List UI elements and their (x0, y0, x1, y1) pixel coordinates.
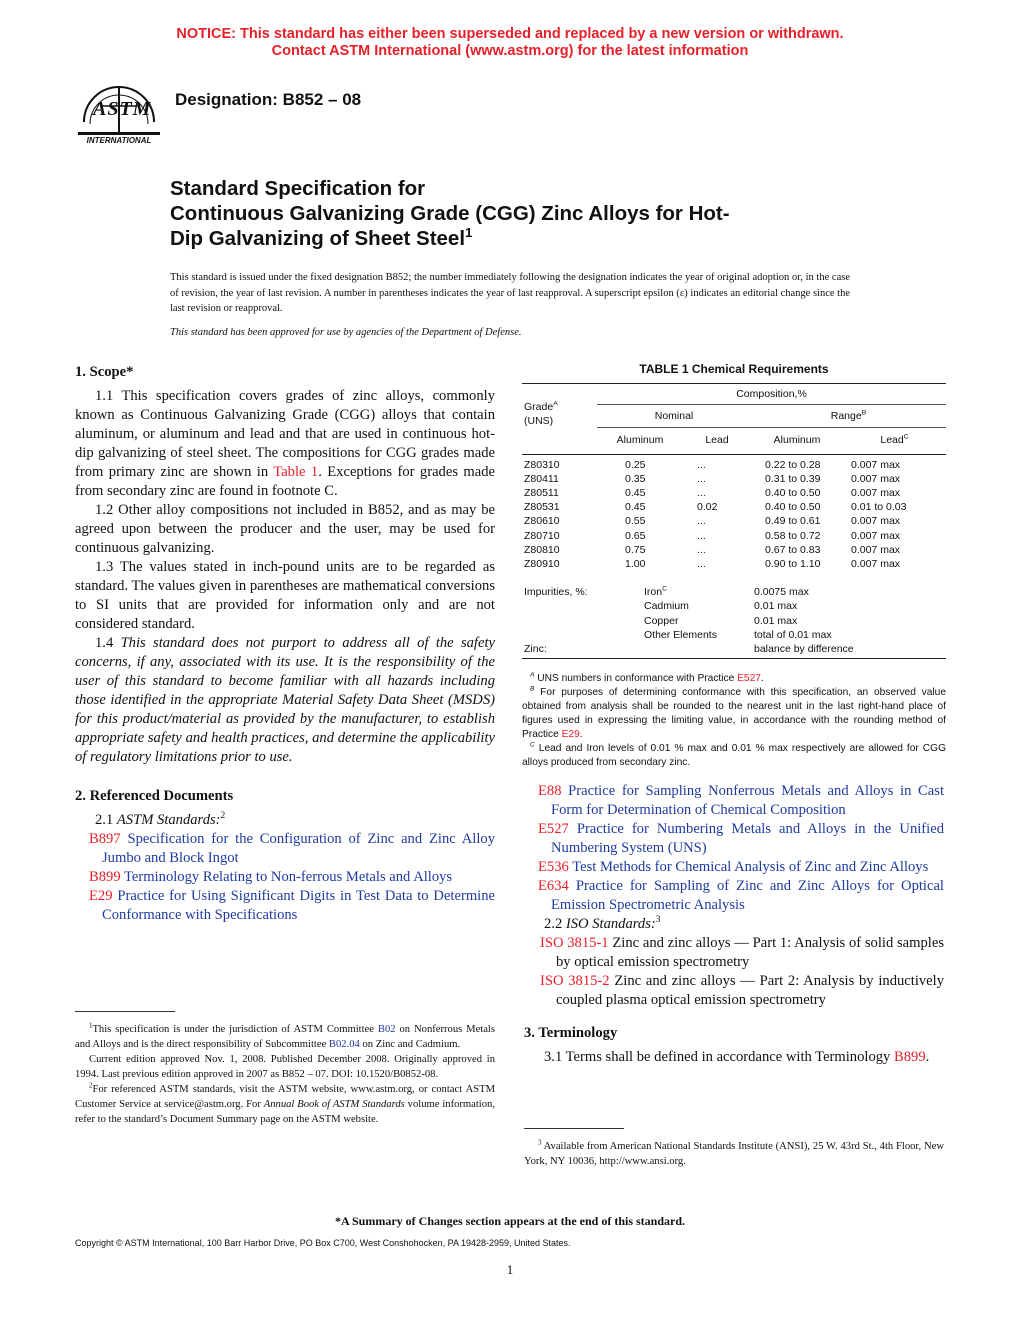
pb-range-cell: 0.007 max (851, 487, 901, 500)
range-label: Range (830, 410, 862, 423)
page-number: 1 (506, 1262, 514, 1277)
footnote-a-text: UNS numbers in conformance with Practice (534, 673, 738, 685)
range-header (751, 405, 946, 428)
footnote-b-end: . (579, 729, 583, 741)
left-footnotes (75, 1011, 495, 1127)
footnote-a-mark: A (530, 671, 535, 679)
scope-1-1 (75, 387, 495, 501)
ref-title[interactable]: Practice for Numbering Metals and Alloys in the Unified Numbering System (UNS) (551, 821, 944, 856)
title-line-3 (170, 226, 890, 251)
referenced-heading: 2. Referenced Documents (75, 788, 234, 804)
al-range-cell: 0.90 to 1.10 (765, 558, 821, 571)
table-row (522, 500, 946, 514)
table-row (522, 514, 946, 528)
range-aluminum-header: Aluminum (773, 434, 821, 447)
astm-standards-label (75, 811, 495, 830)
footnote-1-text-c: on Zinc and Cadmium. (359, 1039, 461, 1050)
impurity-row (522, 628, 946, 642)
notice-line-2: Contact ASTM International (www.astm.org) for the latest information (271, 43, 749, 59)
table-footnote-a (522, 672, 946, 686)
uns-label: (UNS) (524, 414, 554, 427)
ref-e29[interactable] (75, 887, 495, 925)
title-footnote-marker[interactable]: 1 (465, 225, 473, 241)
e527-link[interactable]: E527 (737, 673, 761, 685)
subcommittee-link[interactable]: B02.04 (328, 1039, 360, 1050)
intro-block (170, 270, 850, 348)
ref-e88[interactable] (524, 782, 944, 820)
footnote-2-text-b: volume information, refer to the standard’s Document Summary page on the ASTM website. (75, 1099, 495, 1125)
pb-range-cell: 0.01 to 0.03 (851, 501, 907, 514)
ref-code[interactable]: ISO 3815-1 (540, 935, 609, 951)
impurity-value: 0.0075 max (754, 586, 809, 599)
al-range-cell: 0.67 to 0.83 (765, 543, 821, 556)
footnote-1-mark: 1 (89, 1022, 93, 1030)
astm-standards-number: 2.1 (95, 812, 117, 828)
pb-range-cell: 0.007 max (851, 543, 901, 556)
nominal-header: Nominal (597, 405, 751, 428)
ref-title[interactable]: Specification for the Configuration of Zinc and Zinc Alloy Jumbo and Block Ingot (102, 831, 495, 866)
footnote-2 (75, 1082, 495, 1127)
footnote-1-text-b: on Nonferrous Metals and Alloys and is the direct responsibility of Subcommittee (75, 1024, 495, 1050)
footnote-3-mark: 3 (538, 1139, 542, 1147)
al-range-cell: 0.49 to 0.61 (765, 515, 821, 528)
astm-footnote-marker: 2 (220, 811, 226, 822)
e29-link[interactable]: E29 (561, 729, 580, 741)
impurity-row (522, 599, 946, 613)
grade-cell: Z80810 (524, 543, 560, 556)
ref-e527[interactable] (524, 820, 944, 858)
impurity-name (644, 585, 754, 599)
terminology-heading: 3. Terminology (524, 1025, 618, 1041)
impurity-cell (644, 614, 946, 628)
pb-cell: ... (697, 529, 706, 542)
range-lead-header (843, 428, 946, 454)
footnote-1-text: This specification is under the jurisdiction of ASTM Committee (92, 1024, 378, 1035)
grade-header (522, 384, 597, 428)
grade-cell: Z80610 (524, 515, 560, 528)
table-row (522, 486, 946, 500)
al-cell: 0.25 (625, 458, 646, 471)
table-row (522, 472, 946, 486)
iso-standards-text: ISO Standards: (565, 916, 656, 932)
ref-code[interactable]: E634 (538, 878, 569, 894)
impurity-name: Other Elements (644, 628, 717, 641)
al-cell: 0.75 (625, 543, 646, 556)
terminology-text: 3.1 Terms shall be defined in accordance with Terminology (544, 1049, 894, 1065)
impurity-row (522, 614, 946, 628)
terminology-end: . (925, 1049, 930, 1065)
al-range-cell: 0.58 to 0.72 (765, 529, 821, 542)
impurity-name: Cadmium (644, 600, 689, 613)
impurity-row (522, 585, 946, 599)
pb-range-cell: 0.007 max (851, 515, 901, 528)
al-range-cell: 0.40 to 0.50 (765, 487, 821, 500)
grade-cell: Z80411 (524, 472, 559, 485)
table-1 (522, 362, 946, 770)
copyright: Copyright © ASTM International, 100 Barr Harbor Drive, PO Box C700, West Conshohocken, PA 19428-2959, United States. (75, 1238, 571, 1248)
footnote-2-italic: Annual Book of ASTM Standards (263, 1099, 405, 1110)
al-range-cell: 0.22 to 0.28 (765, 458, 821, 471)
ref-e634[interactable] (524, 877, 944, 915)
ref-b897[interactable] (75, 830, 495, 868)
impurity-sup: C (662, 585, 668, 593)
pb-cell: 0.02 (697, 501, 718, 514)
scope-1-3: 1.3 The values stated in inch-pound units are to be regarded as standard. The values given in parentheses are mathematical conversions to SI units that are provided for information only and are not considered standard. (75, 559, 495, 632)
footnote-3-block (524, 1139, 944, 1169)
footnote-b-text: For purposes of determining conformance with this specification, an observed value obtained from analysis shall be rounded to the nearest unit in the last right-hand place of figures used in expressing the limiting value, in accordance with the rounding method of Practice (522, 687, 946, 741)
footnote-b-mark: B (530, 685, 535, 693)
ref-title: Zinc and zinc alloys — Part 1: Analysis of solid samples by optical emission spectrometry (556, 935, 945, 970)
intro-paragraph: This standard is issued under the fixed designation B852; the number immediately following the designation indicates the year of original adoption or, in the case of revision, the year of last revision. A number in parentheses indicates the year of last reapproval. A superscript epsilon (ε) indicates an editorial change since the last revision or reapproval. (170, 272, 850, 314)
impurities-label: Impurities, %: (524, 586, 588, 599)
right-footnotes (524, 1128, 944, 1169)
logo-subtext: INTERNATIONAL (86, 136, 152, 145)
astm-standards-text: ASTM Standards: (116, 812, 221, 828)
pb-cell: ... (697, 558, 706, 571)
footnote-3 (524, 1139, 944, 1169)
al-cell: 0.55 (625, 515, 646, 528)
footnote-rule (75, 1011, 175, 1012)
left-column (75, 363, 495, 925)
summary-of-changes-note: *A Summary of Changes section appears at the end of this standard. (334, 1214, 686, 1228)
grade-sup: A (553, 400, 558, 407)
zinc-cell (683, 642, 946, 659)
grade-label: Grade (524, 400, 554, 413)
impurity-value: total of 0.01 max (754, 628, 832, 641)
nominal-lead-header: Lead (705, 434, 729, 447)
title-line-1: Standard Specification for (170, 177, 426, 200)
footnote-2-mark: 2 (89, 1082, 93, 1090)
zinc-value: balance by difference (754, 643, 854, 656)
ref-title[interactable]: Test Methods for Chemical Analysis of Zinc and Zinc Alloys (572, 859, 929, 875)
footnote-c-text: Lead and Iron levels of 0.01 % max and 0.01 % max respectively are allowed for CGG alloys produced from secondary zinc. (522, 743, 946, 769)
pb-cell: ... (697, 515, 706, 528)
ref-code[interactable]: E88 (538, 783, 562, 799)
al-cell: 0.35 (625, 472, 646, 485)
ref-code[interactable]: E29 (89, 888, 113, 904)
al-cell: 0.45 (625, 501, 646, 514)
iso-footnote-marker: 3 (655, 915, 661, 926)
footnote-1 (75, 1022, 495, 1052)
al-cell: 1.00 (625, 558, 646, 571)
grade-cell: Z80531 (524, 501, 560, 514)
table-row (522, 557, 946, 571)
impurity-name: Copper (644, 614, 679, 627)
footnote-rule (524, 1128, 624, 1129)
astm-logo (74, 74, 164, 154)
grade-cell: Z80910 (524, 558, 560, 571)
footnote-1-edition: Current edition approved Nov. 1, 2008. Published December 2008. Originally approved in 1994. Last previous edition approved in 2007 as B852 – 07. DOI: 10.1520/B0852-08. (75, 1054, 495, 1080)
scope-1-1-text-end: . Exceptions for grades made from secondary zinc are found in footnote C. (75, 464, 496, 499)
pb-cell: ... (697, 543, 706, 556)
zinc-row (522, 642, 946, 659)
nominal-aluminum-header: Aluminum (616, 434, 664, 447)
pb-range-cell: 0.007 max (851, 458, 901, 471)
ref-title[interactable]: Practice for Sampling Nonferrous Metals and Alloys in Cast Form for Determination of Chemical Composition (551, 783, 944, 818)
ref-title: Zinc and zinc alloys — Part 2: Analysis by inductively coupled plasma optical emission spectrometry (556, 973, 944, 1008)
iso-standards-number: 2.2 (544, 916, 566, 932)
ref-code[interactable]: B899 (89, 869, 121, 885)
grade-cell: Z80511 (524, 487, 559, 500)
impurity-value: 0.01 max (754, 600, 798, 613)
chemical-requirements-table (522, 383, 946, 659)
impurity-cell (644, 599, 946, 613)
range-sup: B (861, 409, 867, 417)
pb-range-cell: 0.007 max (851, 529, 901, 542)
grade-cell: Z80710 (524, 529, 560, 542)
ref-code[interactable]: B897 (89, 831, 121, 847)
ref-code[interactable]: ISO 3815-2 (540, 973, 610, 989)
ref-code[interactable]: E536 (538, 859, 569, 875)
iso-standards-label (524, 915, 944, 934)
al-cell: 0.45 (625, 487, 646, 500)
composition-header: Composition,% (597, 384, 946, 405)
pb-cell: ... (697, 472, 706, 485)
table-footnotes (522, 672, 946, 770)
pb-cell: ... (697, 458, 706, 471)
scope-1-2: 1.2 Other alloy compositions not included in B852, and as may be agreed upon between the producer and the user, may be used for continuous galvanizing. (75, 502, 495, 556)
ref-title[interactable]: Practice for Sampling of Zinc and Zinc Alloys for Optical Emission Spectrometric Analysis (551, 878, 944, 913)
zinc-label: Zinc: (524, 643, 547, 656)
document-title (170, 176, 890, 251)
grade-cell: Z80310 (524, 458, 560, 471)
pb-range-cell: 0.007 max (851, 558, 901, 571)
footnote-c-mark: C (530, 741, 535, 749)
terminology-3-1 (524, 1048, 944, 1067)
designation: Designation: B852 – 08 (175, 90, 362, 109)
spacer (522, 571, 946, 585)
footnote-a-end: . (760, 673, 764, 685)
scope-1-1-text: 1.1 This specification covers grades of zinc alloys, commonly known as Continuous Galvanizing Grade (CGG) alloys that contain aluminum, or aluminum and lead and that are used in continuous hot-dip galvanizing of steel sheet. The compositions for CGG grades made from primary zinc are shown in (75, 388, 495, 480)
empty-cell (522, 428, 597, 454)
table-footnote-b (522, 686, 946, 742)
table-row (522, 529, 946, 543)
ref-iso-3815-2[interactable] (524, 972, 944, 1010)
ref-title[interactable]: Practice for Using Significant Digits in Test Data to Determine Conformance with Specifications (102, 888, 495, 923)
footnote-2-text: For referenced ASTM standards, visit the ASTM website, www.astm.org, or contact ASTM Customer Service at service@astm.org. For (75, 1084, 495, 1110)
table-1-title: TABLE 1 Chemical Requirements (639, 362, 829, 376)
impurity-name-text: Iron (644, 586, 663, 599)
scope-heading: 1. Scope* (75, 364, 134, 380)
range-lead-sup: C (903, 433, 909, 441)
footnotes-text (75, 1022, 495, 1127)
impurity-cell (644, 628, 946, 642)
b899-link[interactable]: B899 (894, 1049, 926, 1065)
ref-code[interactable]: E527 (538, 821, 569, 837)
table-row (522, 458, 946, 472)
impurity-cell (644, 585, 946, 599)
notice-banner (0, 26, 1020, 60)
title-line-2: Continuous Galvanizing Grade (CGG) Zinc Alloys for Hot- (170, 202, 730, 225)
al-range-cell: 0.40 to 0.50 (765, 501, 821, 514)
al-range-cell: 0.31 to 0.39 (765, 472, 821, 485)
impurity-value: 0.01 max (754, 614, 798, 627)
range-lead-label: Lead (880, 434, 904, 447)
footnote-3-text: Available from American National Standards Institute (ANSI), 25 W. 43rd St., 4th Floor, New York, NY 10036, http://www.ansi.org. (524, 1141, 944, 1167)
table1-link[interactable]: Table 1 (273, 464, 319, 480)
committee-link[interactable]: B02 (377, 1024, 396, 1035)
pb-range-cell: 0.007 max (851, 472, 901, 485)
scope-1-4-number: 1.4 (95, 635, 121, 651)
dod-approval: This standard has been approved for use by agencies of the Department of Defense. (170, 326, 522, 338)
right-column (524, 782, 944, 1067)
pb-cell: ... (697, 487, 706, 500)
title-line-3-text: Dip Galvanizing of Sheet Steel (170, 227, 466, 250)
logo-text: ASTM (93, 98, 152, 120)
ref-iso-3815-1[interactable] (524, 934, 944, 972)
notice-line-1: NOTICE: This standard has either been superseded and replaced by a new version or withdrawn. (176, 26, 844, 42)
scope-1-4 (75, 634, 495, 767)
table-row (522, 543, 946, 557)
ref-e536[interactable] (524, 858, 944, 877)
ref-title[interactable]: Terminology Relating to Non-ferrous Metals and Alloys (124, 869, 453, 885)
ref-b899[interactable] (75, 868, 495, 887)
scope-1-4-text: This standard does not purport to address all of the safety concerns, if any, associated with its use. It is the responsibility of the user of this standard to become familiar with all hazards including those identified in the appropriate Material Safety Data Sheet (MSDS) for this product/material as provided by the manufacturer, to establish appropriate safety and health practices, and determine the applicability of regulatory limitations prior to use. (75, 635, 495, 765)
table-footnote-c (522, 742, 946, 770)
al-cell: 0.65 (625, 529, 646, 542)
